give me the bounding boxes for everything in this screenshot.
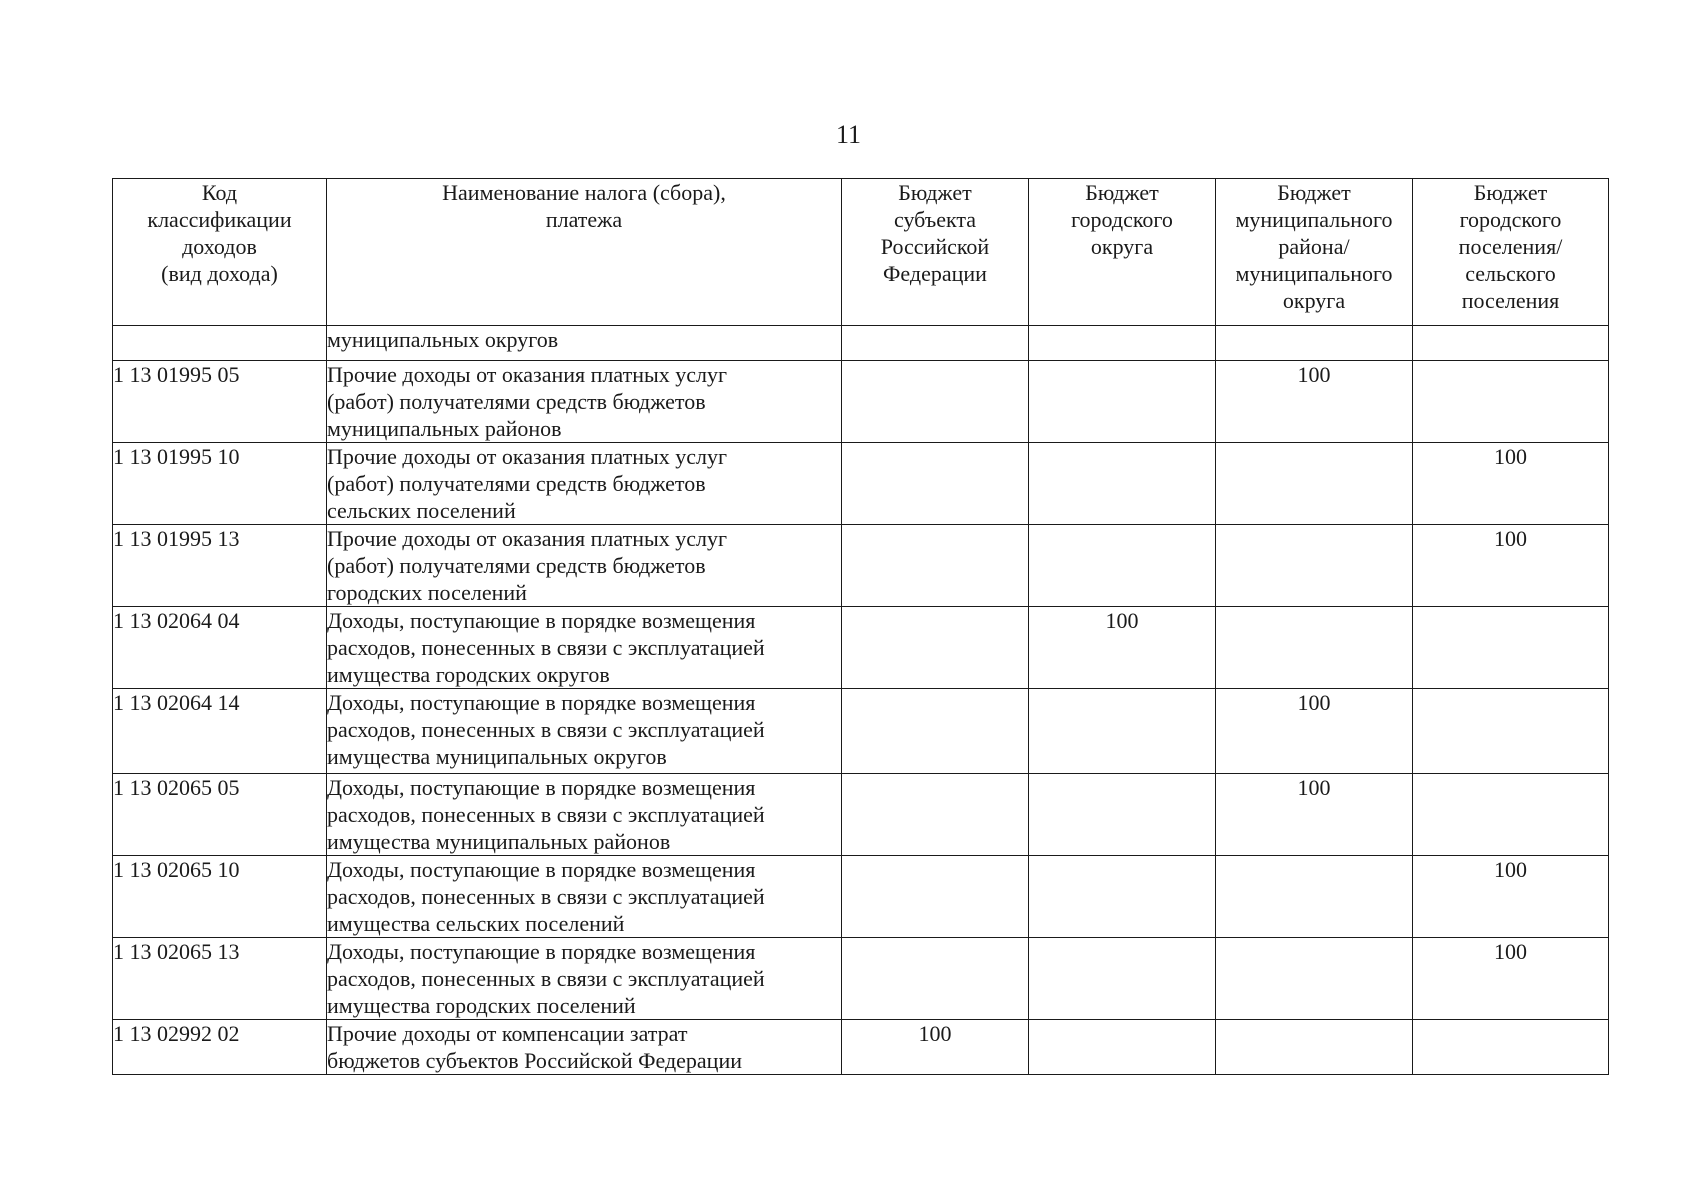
cell-budget-settlement: 100	[1413, 938, 1609, 1020]
cell-budget-municipal	[1216, 938, 1413, 1020]
cell-budget-settlement: 100	[1413, 856, 1609, 938]
cell-name: Доходы, поступающие в порядке возмещения расходов, понесенных в связи с эксплуатацией имущества муниципальных районов	[327, 774, 842, 856]
cell-budget-municipal	[1216, 326, 1413, 361]
cell-budget-city-district	[1029, 1020, 1216, 1075]
table-row	[113, 774, 1609, 856]
table-row	[113, 856, 1609, 938]
cell-name: Доходы, поступающие в порядке возмещения расходов, понесенных в связи с эксплуатацией имущества городских поселений	[327, 938, 842, 1020]
cell-budget-city-district	[1029, 689, 1216, 774]
cell-budget-municipal	[1216, 443, 1413, 525]
cell-name: Прочие доходы от оказания платных услуг (работ) получателями средств бюджетов городских поселений	[327, 525, 842, 607]
cell-budget-municipal	[1216, 525, 1413, 607]
cell-budget-municipal	[1216, 856, 1413, 938]
header-budget-municipal: Бюджет муниципального района/ муниципального округа	[1216, 179, 1413, 326]
cell-name: Прочие доходы от оказания платных услуг (работ) получателями средств бюджетов муниципальных районов	[327, 361, 842, 443]
cell-budget-subject	[842, 326, 1029, 361]
table-row	[113, 361, 1609, 443]
cell-budget-settlement	[1413, 689, 1609, 774]
header-budget-subject: Бюджет субъекта Российской Федерации	[842, 179, 1029, 326]
cell-budget-city-district	[1029, 443, 1216, 525]
table-row	[113, 1020, 1609, 1075]
cell-budget-municipal: 100	[1216, 361, 1413, 443]
cell-budget-settlement	[1413, 607, 1609, 689]
cell-budget-settlement	[1413, 1020, 1609, 1075]
table-row	[113, 938, 1609, 1020]
cell-code: 1 13 01995 10	[113, 443, 327, 525]
cell-budget-municipal	[1216, 1020, 1413, 1075]
cell-code: 1 13 02064 04	[113, 607, 327, 689]
cell-name: Доходы, поступающие в порядке возмещения расходов, понесенных в связи с эксплуатацией имущества сельских поселений	[327, 856, 842, 938]
cell-budget-subject	[842, 361, 1029, 443]
cell-name: Доходы, поступающие в порядке возмещения расходов, понесенных в связи с эксплуатацией имущества городских округов	[327, 607, 842, 689]
header-budget-city-district: Бюджет городского округа	[1029, 179, 1216, 326]
header-budget-settlement: Бюджет городского поселения/ сельского поселения	[1413, 179, 1609, 326]
cell-budget-settlement	[1413, 361, 1609, 443]
income-classification-table	[112, 178, 1609, 1075]
cell-code: 1 13 02065 13	[113, 938, 327, 1020]
cell-budget-subject	[842, 525, 1029, 607]
header-name: Наименование налога (сбора), платежа	[327, 179, 842, 326]
cell-budget-city-district	[1029, 938, 1216, 1020]
cell-budget-subject	[842, 689, 1029, 774]
cell-budget-settlement	[1413, 774, 1609, 856]
cell-budget-municipal: 100	[1216, 774, 1413, 856]
cell-budget-settlement: 100	[1413, 525, 1609, 607]
cell-budget-settlement: 100	[1413, 443, 1609, 525]
cell-budget-subject	[842, 856, 1029, 938]
cell-budget-subject	[842, 774, 1029, 856]
cell-budget-municipal: 100	[1216, 689, 1413, 774]
header-row	[113, 179, 1609, 326]
cell-budget-city-district: 100	[1029, 607, 1216, 689]
cell-budget-city-district	[1029, 525, 1216, 607]
table-row	[113, 443, 1609, 525]
table-row	[113, 607, 1609, 689]
header-code: Код классификации доходов (вид дохода)	[113, 179, 327, 326]
cell-code: 1 13 02065 10	[113, 856, 327, 938]
cell-code: 1 13 02065 05	[113, 774, 327, 856]
cell-budget-city-district	[1029, 326, 1216, 361]
cell-budget-municipal	[1216, 607, 1413, 689]
cell-code: 1 13 02064 14	[113, 689, 327, 774]
cell-code	[113, 326, 327, 361]
cell-name: Доходы, поступающие в порядке возмещения расходов, понесенных в связи с эксплуатацией имущества муниципальных округов	[327, 689, 842, 774]
cell-code: 1 13 01995 05	[113, 361, 327, 443]
page-number: 11	[835, 120, 862, 149]
cell-name: Прочие доходы от оказания платных услуг (работ) получателями средств бюджетов сельских поселений	[327, 443, 842, 525]
table-row	[113, 525, 1609, 607]
cell-name: Прочие доходы от компенсации затрат бюджетов субъектов Российской Федерации	[327, 1020, 842, 1075]
cell-budget-subject	[842, 938, 1029, 1020]
cell-budget-city-district	[1029, 856, 1216, 938]
cell-code: 1 13 02992 02	[113, 1020, 327, 1075]
cell-budget-city-district	[1029, 774, 1216, 856]
cell-budget-subject	[842, 443, 1029, 525]
cell-budget-settlement	[1413, 326, 1609, 361]
cell-budget-city-district	[1029, 361, 1216, 443]
table-row	[113, 689, 1609, 774]
table-row-continuation	[113, 326, 1609, 361]
cell-code: 1 13 01995 13	[113, 525, 327, 607]
cell-name: муниципальных округов	[327, 326, 842, 361]
cell-budget-subject	[842, 607, 1029, 689]
cell-budget-subject: 100	[842, 1020, 1029, 1075]
